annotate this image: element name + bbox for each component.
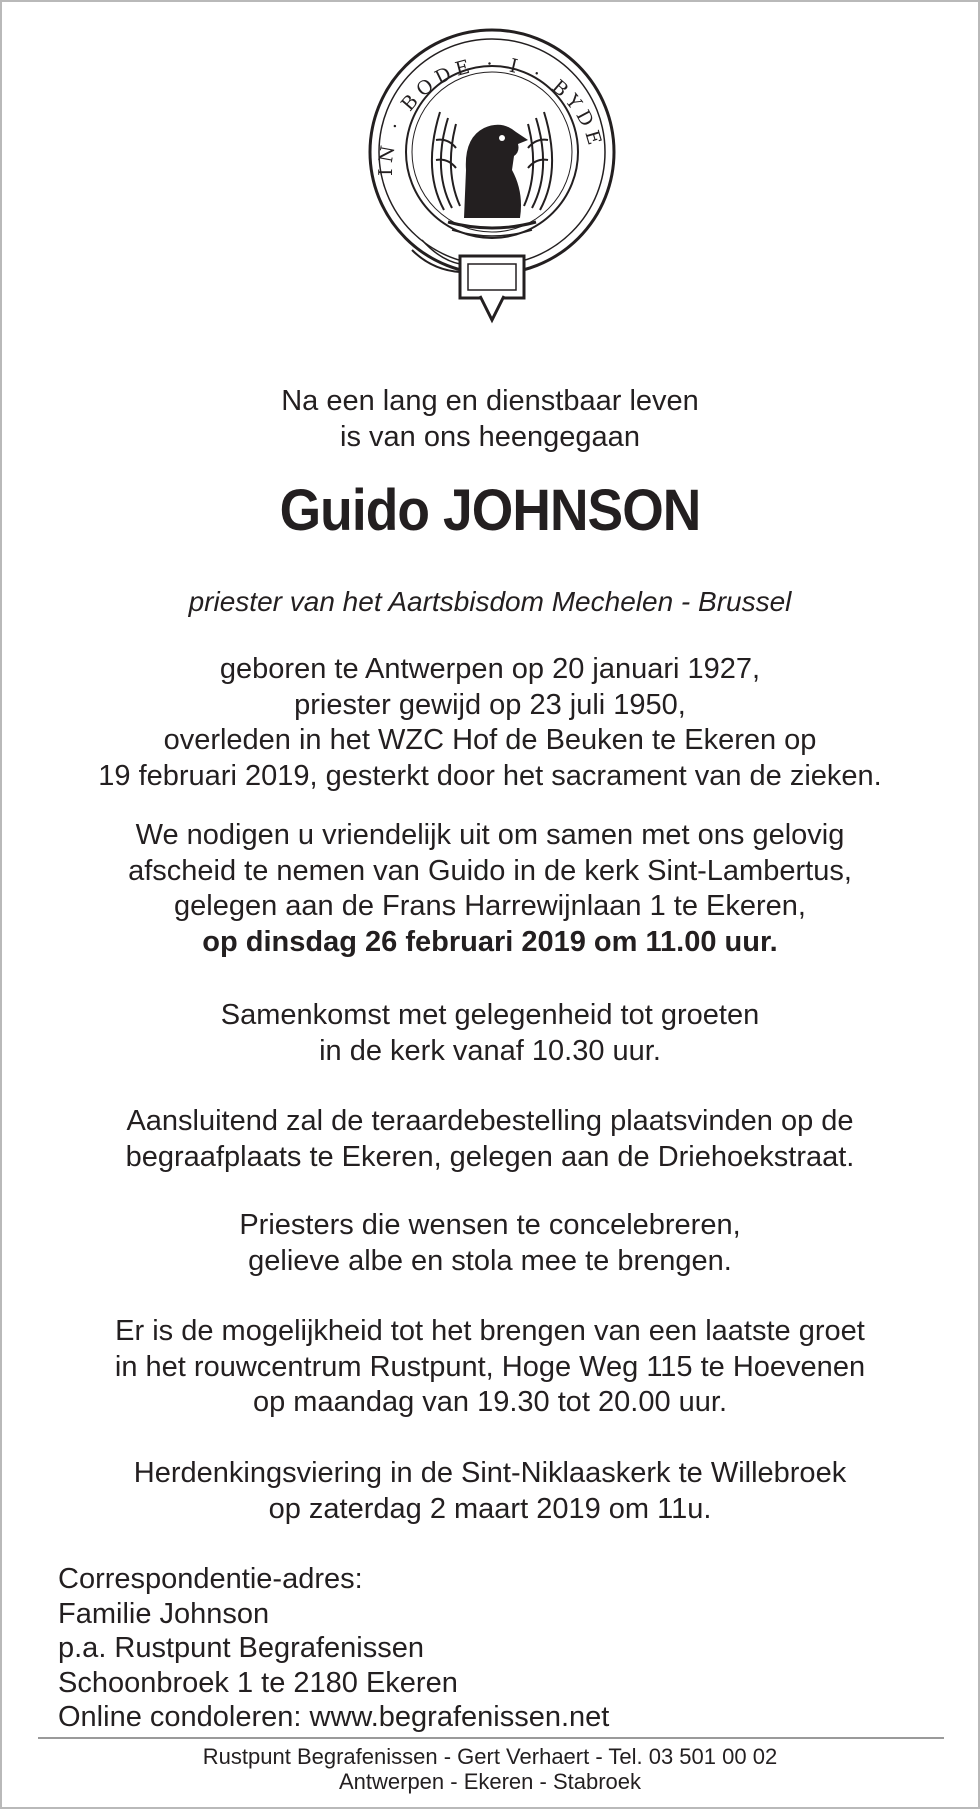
footer-line: Antwerpen - Ekeren - Stabroek xyxy=(338,1769,642,1794)
priests-line: gelieve albe en stola mee te brengen. xyxy=(248,1244,732,1277)
memorial-line: Herdenkingsviering in de Sint-Niklaaskerk te Willebroek xyxy=(133,1457,847,1489)
address-line: Familie Johnson xyxy=(58,1597,270,1630)
footer-line: Rustpunt Begrafenissen - Gert Verhaert - Tel. 03 501 00 02 xyxy=(202,1744,778,1769)
gathering-line: Samenkomst met gelegenheid tot groeten xyxy=(220,999,760,1031)
intro-line: is van ons heengegaan xyxy=(340,420,640,453)
svg-text:IN · BODE · I · BYDE: IN · BODE · I · BYDE xyxy=(374,53,607,176)
bio-line: priester gewijd op 23 juli 1950, xyxy=(294,688,686,721)
farewell-line: in het rouwcentrum Rustpunt, Hoge Weg 115 te Hoevenen xyxy=(114,1350,866,1383)
invitation xyxy=(0,818,980,960)
invitation-line: gelegen aan de Frans Harrewijnlaan 1 te Ekeren, xyxy=(174,890,806,922)
intro-text xyxy=(0,384,980,455)
farewell-line: op maandag van 19.30 tot 20.00 uur. xyxy=(252,1386,728,1418)
farewell-line: Er is de mogelijkheid tot het brengen van een laatste groet xyxy=(115,1315,865,1347)
invitation-line: afscheid te nemen van Guido in de kerk Sint-Lambertus, xyxy=(128,854,852,887)
correspondence-address xyxy=(58,1562,609,1735)
ceremony-time: op dinsdag 26 februari 2019 om 11.00 uur. xyxy=(202,925,778,958)
footer xyxy=(0,1744,980,1794)
deceased-name: Guido JOHNSON xyxy=(279,478,701,543)
memorial-line: op zaterdag 2 maart 2019 om 11u. xyxy=(268,1492,712,1525)
deceased-title: priester van het Aartsbisdom Mechelen - Brussel xyxy=(188,586,792,617)
family-crest xyxy=(352,20,632,340)
priests-note xyxy=(0,1208,980,1279)
bio-line: overleden in het WZC Hof de Beuken te Ekeren op xyxy=(163,724,817,756)
gathering xyxy=(0,998,980,1069)
invitation-line: We nodigen u vriendelijk uit om samen met ons gelovig xyxy=(135,819,845,851)
bio-line: 19 februari 2019, gesterkt door het sacrament van de zieken. xyxy=(98,759,882,792)
priests-line: Priesters die wensen te concelebreren, xyxy=(239,1209,741,1241)
footer-divider xyxy=(38,1737,944,1739)
address-line: Correspondentie-adres: xyxy=(58,1563,363,1595)
gathering-line: in de kerk vanaf 10.30 uur. xyxy=(319,1034,661,1067)
burial-line: begraafplaats te Ekeren, gelegen aan de Driehoekstraat. xyxy=(125,1140,855,1173)
biography xyxy=(0,652,980,794)
memorial xyxy=(0,1456,980,1527)
address-line: p.a. Rustpunt Begrafenissen xyxy=(58,1632,424,1664)
farewell xyxy=(0,1314,980,1421)
eagle-head-crest-icon xyxy=(352,20,632,340)
condolence-link[interactable]: Online condoleren: www.begrafenissen.net xyxy=(58,1701,610,1733)
burial xyxy=(0,1104,980,1175)
burial-line: Aansluitend zal de teraardebestelling plaatsvinden op de xyxy=(126,1105,854,1137)
bio-line: geboren te Antwerpen op 20 januari 1927, xyxy=(219,653,761,685)
intro-line: Na een lang en dienstbaar leven xyxy=(281,385,699,417)
address-line: Schoonbroek 1 te 2180 Ekeren xyxy=(58,1666,458,1699)
